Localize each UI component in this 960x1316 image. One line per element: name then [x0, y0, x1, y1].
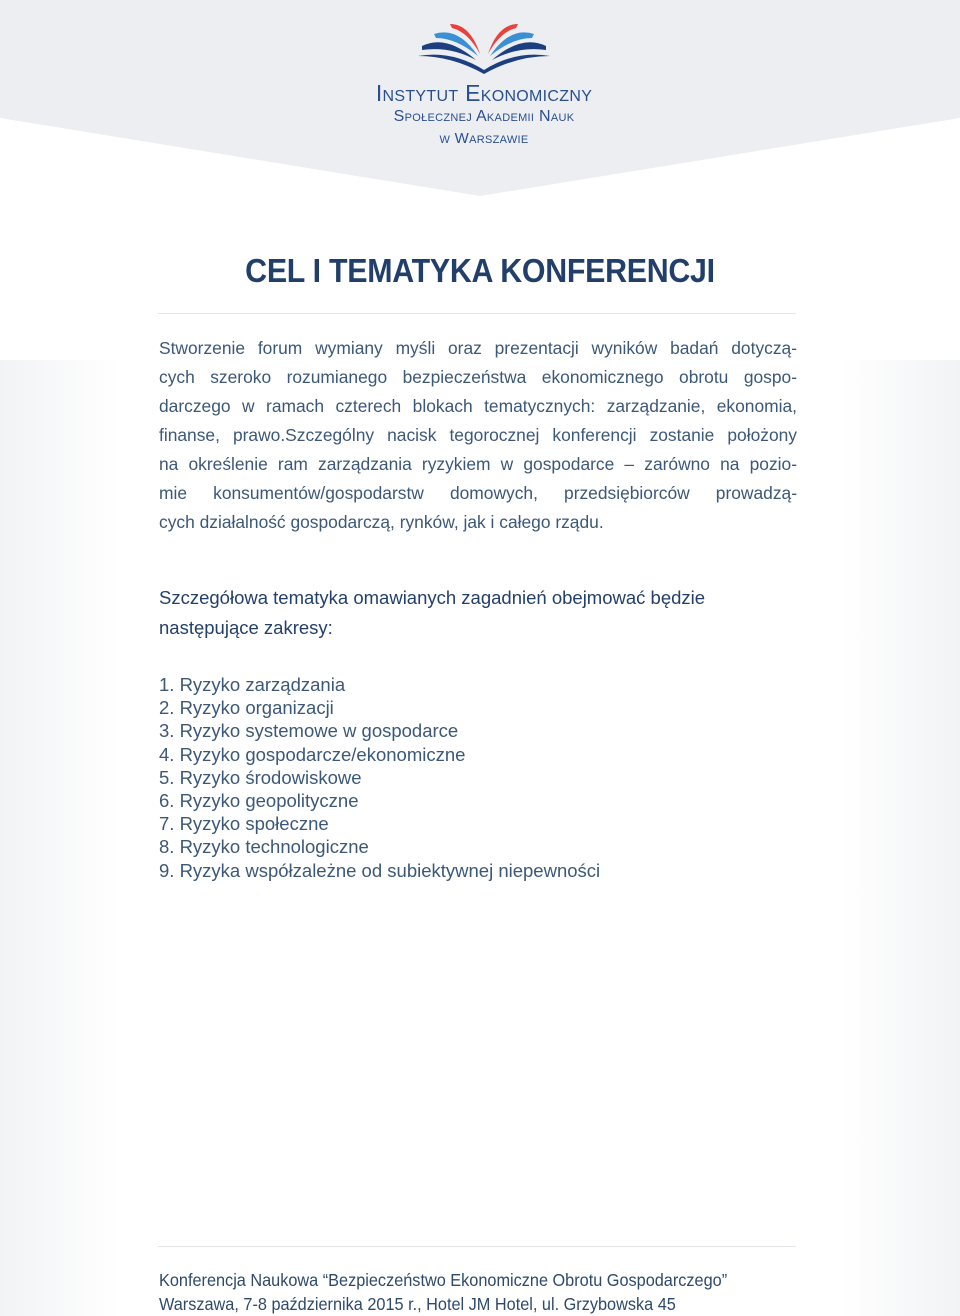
- intro-paragraph: [159, 334, 797, 537]
- list-item: 5. Ryzyko środowiskowe: [159, 766, 362, 788]
- intro-line: Stworzenie forum wymiany myśli oraz prezentacji wyników badań dotyczą-: [159, 338, 797, 358]
- topics-subheading: [159, 583, 779, 643]
- intro-line: mie konsumentów/gospodarstw domowych, przedsiębiorców prowadzą-: [159, 483, 797, 503]
- list-item: 9. Ryzyka współzależne od subiektywnej niepewności: [159, 859, 601, 881]
- intro-line: cych szeroko rozumianego bezpieczeństwa ekonomicznego obrotu gospo-: [159, 367, 797, 387]
- open-book-icon: [414, 20, 554, 76]
- subheading-line: następujące zakresy:: [159, 617, 333, 638]
- list-item: 7. Ryzyko społeczne: [159, 813, 329, 835]
- title-divider: [158, 313, 796, 314]
- topic-list: [159, 673, 600, 882]
- intro-line: darczego w ramach czterech blokach tematycznych: zarządzanie, ekonomia,: [159, 396, 797, 416]
- list-item: 3. Ryzyko systemowe w gospodarce: [159, 720, 459, 742]
- intro-line: finanse, prawo.Szczególny nacisk tegorocznej konferencji zostanie położony: [159, 425, 797, 445]
- right-background-shade: [840, 360, 960, 1316]
- list-item: 8. Ryzyko technologiczne: [159, 836, 369, 858]
- footer-venue: Warszawa, 7-8 października 2015 r., Hotel JM Hotel, ul. Grzybowska 45: [159, 1294, 676, 1314]
- page-title: CEL I TEMATYKA KONFERENCJI: [245, 252, 715, 289]
- list-item: 4. Ryzyko gospodarcze/ekonomiczne: [159, 743, 466, 765]
- intro-line: na określenie ram zarządzania ryzykiem w gospodarce – zarówno na pozio-: [159, 454, 797, 474]
- list-item: 2. Ryzyko organizacji: [159, 697, 334, 719]
- list-item: 1. Ryzyko zarządzania: [159, 674, 346, 695]
- institute-name: Instytut Ekonomiczny: [375, 80, 593, 106]
- intro-line: cych działalność gospodarczą, rynków, jak i całego rządu.: [159, 512, 604, 532]
- footer-divider: [158, 1246, 796, 1247]
- list-item: 6. Ryzyko geopolityczne: [159, 790, 359, 812]
- subheading-line: Szczegółowa tematyka omawianych zagadnień obejmować będzie: [159, 587, 706, 608]
- institute-city: w Warszawie: [439, 130, 529, 147]
- left-background-shade: [0, 360, 120, 1316]
- footer: [159, 1268, 799, 1316]
- footer-conference-name: Konferencja Naukowa “Bezpieczeństwo Ekonomiczne Obrotu Gospodarczego”: [159, 1270, 728, 1290]
- institute-academy: Społecznej Akademii Nauk: [393, 108, 575, 125]
